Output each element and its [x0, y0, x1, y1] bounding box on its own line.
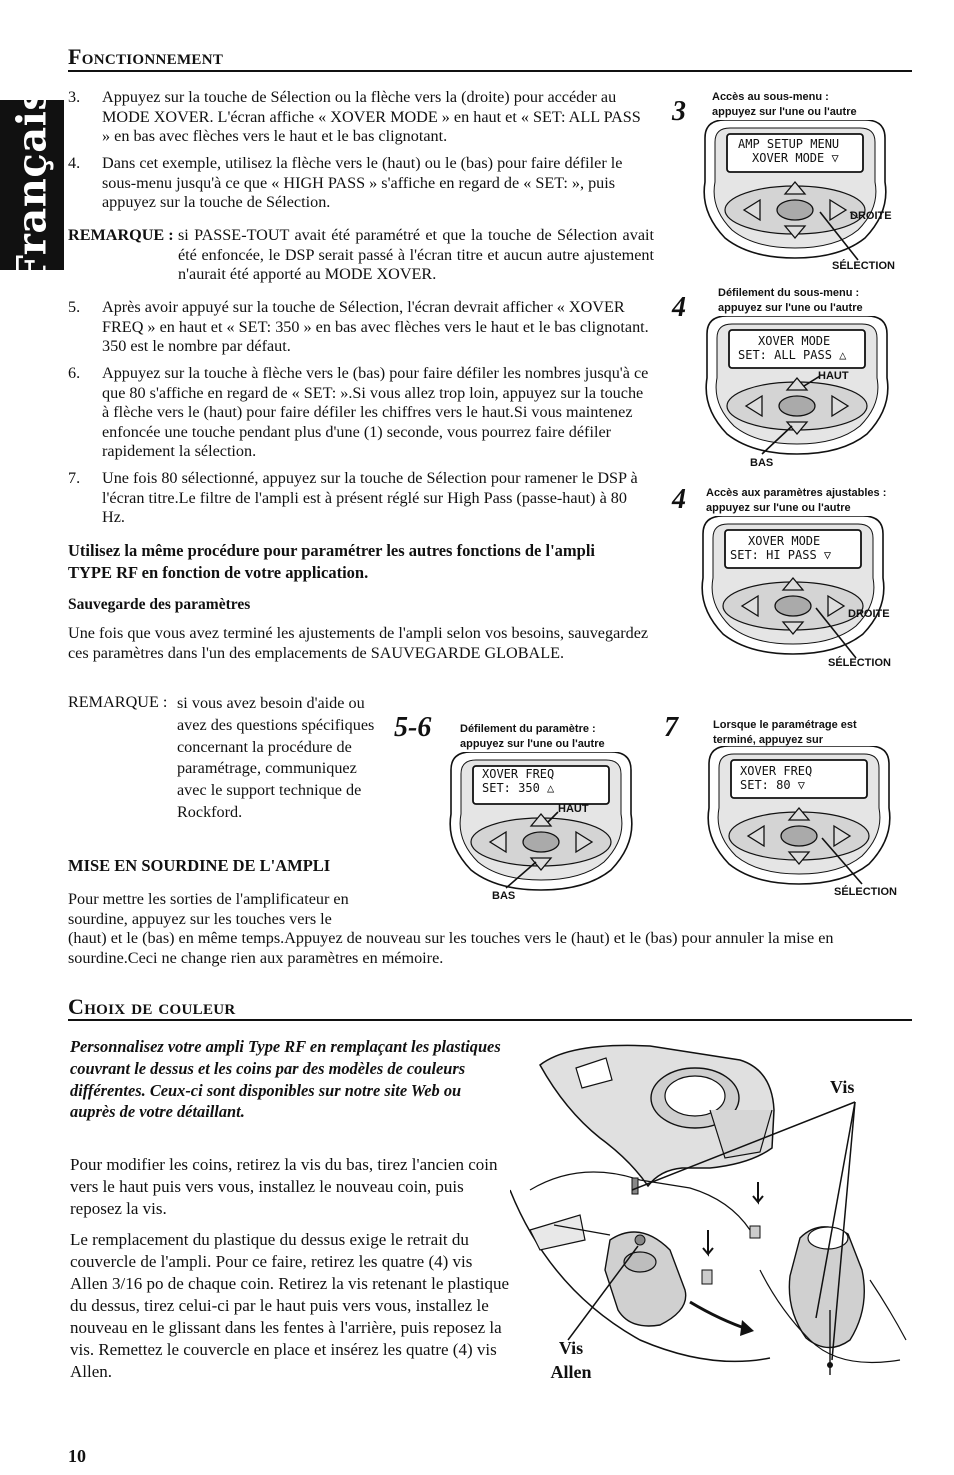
remarque2-text: si vous avez besoin d'aide ou avez des questions spécifiques concernant la procédure de paramétrage, communiquez avec le support technique de Rockford. — [177, 694, 375, 821]
diagram-step-number: 4 — [672, 292, 686, 323]
color-para-1: Pour modifier les coins, retirez la vis du bas, tirez l'ancien coin vers le haut puis vers vous, installez le nouveau coin, puis reposez la vis. — [70, 1155, 498, 1218]
step-number: 3. — [68, 88, 81, 106]
label-selection: SÉLECTION — [834, 886, 897, 898]
mute-text-2: (haut) et le (bas) en même temps.Appuyez de nouveau sur les touches vers le (haut) et le (bas) pour annuler la mise en sourdine.Ceci ne change rien aux paramètres en mémoire. — [68, 929, 834, 967]
diagram-step-number: 3 — [672, 96, 686, 127]
label-vis-allen: Vis Allen — [550, 1338, 592, 1382]
color-para-2: Le remplacement du plastique du dessus exige le retrait du couvercle de l'ampli. Pour ce faire, retirez les quatre (4) vis Allen 3/16 po de chaque coin. Retirez la vis retenant le plastique du dessus, tirez celui-ci par le haut puis vers vous, installez le nouveau en le glissant dans les fentes à l'arrière, puis reposez la vis. Remettez le couvercle en place et insérez les quatre (4) vis Allen. — [70, 1230, 510, 1381]
lcd-display: XOVER MODE SET: ALL PASS △ — [738, 334, 847, 362]
section-rule — [68, 70, 912, 72]
label-droite: DROITE — [848, 608, 890, 620]
diagram-step-number: 7 — [664, 712, 678, 743]
step-3 — [68, 88, 652, 148]
step-text: Appuyez sur la touche à flèche vers le (bas) pour faire défiler les nombres jusqu'à ce que 80 s'affiche en regard de « SET: ».Si vous allez trop loin, appuyez sur la touche à flèche vers le (haut) pour faire défiler les chiffres vers le haut.Si vous maintenez enfoncée une touche pendant plus d'une (1) seconde, vous pourrez faire défiler rapidement la sélection. — [102, 364, 649, 460]
step-text: Une fois 80 sélectionné, appuyez sur la touche de Sélection pour ramener le DSP à l'écran titre.Le filtre de l'ampli est à présent réglé sur High Pass (passe-haut) à 80 Hz. — [102, 469, 638, 526]
section-title-couleur: Choix de couleur — [68, 994, 236, 1019]
remarque2-label: REMARQUE : — [68, 693, 168, 711]
step-4 — [68, 154, 652, 214]
label-haut: HAUT — [818, 370, 849, 382]
label-haut: HAUT — [558, 803, 589, 815]
diagram-caption: Lorsque le paramétrage est terminé, appuyez sur — [713, 719, 857, 746]
remarque-label: REMARQUE : — [68, 226, 174, 244]
diagram-step-number: 4 — [672, 484, 686, 515]
step-text: Appuyez sur la touche de Sélection ou la flèche vers la (droite) pour accéder au MODE XOVER. L'écran affiche « XOVER MODE » en haut et « SET: ALL PASS » en bas avec flèches vers le haut et le bas clignotant. — [102, 88, 641, 145]
step-number: 7. — [68, 469, 81, 487]
diagram-step-number: 5-6 — [394, 712, 432, 743]
step-text: Dans cet exemple, utilisez la flèche vers le (haut) ou le (bas) pour faire défiler le sous-menu jusqu'à ce que « HIGH PASS » s'affiche en regard de « SET: », puis appuyez sur la touche de Sélection. — [102, 154, 623, 211]
label-selection: SÉLECTION — [832, 260, 895, 272]
section-rule — [68, 1019, 912, 1021]
lcd-display: AMP SETUP MENU XOVER MODE ▽ — [738, 137, 840, 165]
remarque-text: si PASSE-TOUT avait été paramétré et que la touche de Sélection avait été enfoncée, le DSP serait passé à l'écran titre et aucun autre ajustement n'aurait été apporté au MODE XOVER. — [178, 226, 654, 283]
mute-heading: MISE EN SOURDINE DE L'AMPLI — [68, 856, 331, 875]
save-text: Une fois que vous avez terminé les ajustements de l'ampli selon vos besoins, sauvegardez ces paramètres dans l'un des emplacements de SAUVEGARDE GLOBALE. — [68, 624, 649, 662]
diagram-caption: Accès au sous-menu : appuyez sur l'une ou l'autre — [712, 91, 857, 118]
diagram-caption: Défilement du paramètre : appuyez sur l'une ou l'autre — [460, 723, 605, 750]
label-selection: SÉLECTION — [828, 657, 891, 669]
label-vis: Vis — [830, 1077, 855, 1097]
lcd-display: XOVER MODE SET: HI PASS ▽ — [730, 534, 832, 562]
page-number: 10 — [68, 1446, 86, 1466]
language-tab-label: Français — [8, 87, 56, 283]
lcd-display: XOVER FREQ SET: 80 ▽ — [740, 764, 813, 792]
language-tab — [0, 87, 64, 283]
step-text: Après avoir appuyé sur la touche de Sélection, l'écran devrait afficher « XOVER FREQ » en haut et « SET: 350 » en bas avec flèches vers le haut et le bas clignotant. 350 est le nombre par défaut. — [102, 298, 649, 355]
procedure-note: Utilisez la même procédure pour paramétrer les autres fonctions de l'ampli TYPE RF en fonction de votre application. — [68, 541, 596, 582]
save-heading: Sauvegarde des paramètres — [68, 596, 251, 613]
lcd-display: XOVER FREQ SET: 350 △ — [482, 767, 555, 795]
section-title-fonctionnement: Fonctionnement — [68, 44, 224, 69]
diagram-caption: Accès aux paramètres ajustables : appuyez sur l'une ou l'autre — [706, 487, 887, 514]
step-7 — [68, 469, 652, 529]
step-5 — [68, 298, 652, 358]
diagram-caption: Défilement du sous-menu : appuyez sur l'une ou l'autre — [718, 287, 863, 314]
label-bas: BAS — [492, 890, 516, 902]
color-intro: Personnalisez votre ampli Type RF en remplaçant les plastiques couvrant le dessus et les coins par des modèles de couleurs différentes. Ceux-ci sont disponibles sur notre site Web ou auprès de votre détaillant. — [70, 1037, 501, 1122]
step-number: 4. — [68, 154, 81, 172]
label-droite: DROITE — [850, 210, 892, 222]
step-6 — [68, 364, 652, 464]
label-bas: BAS — [750, 457, 774, 469]
step-number: 5. — [68, 298, 81, 316]
mute-text-1: Pour mettre les sorties de l'amplificateur en sourdine, appuyez sur les touches vers le — [68, 890, 349, 928]
step-number: 6. — [68, 364, 81, 382]
